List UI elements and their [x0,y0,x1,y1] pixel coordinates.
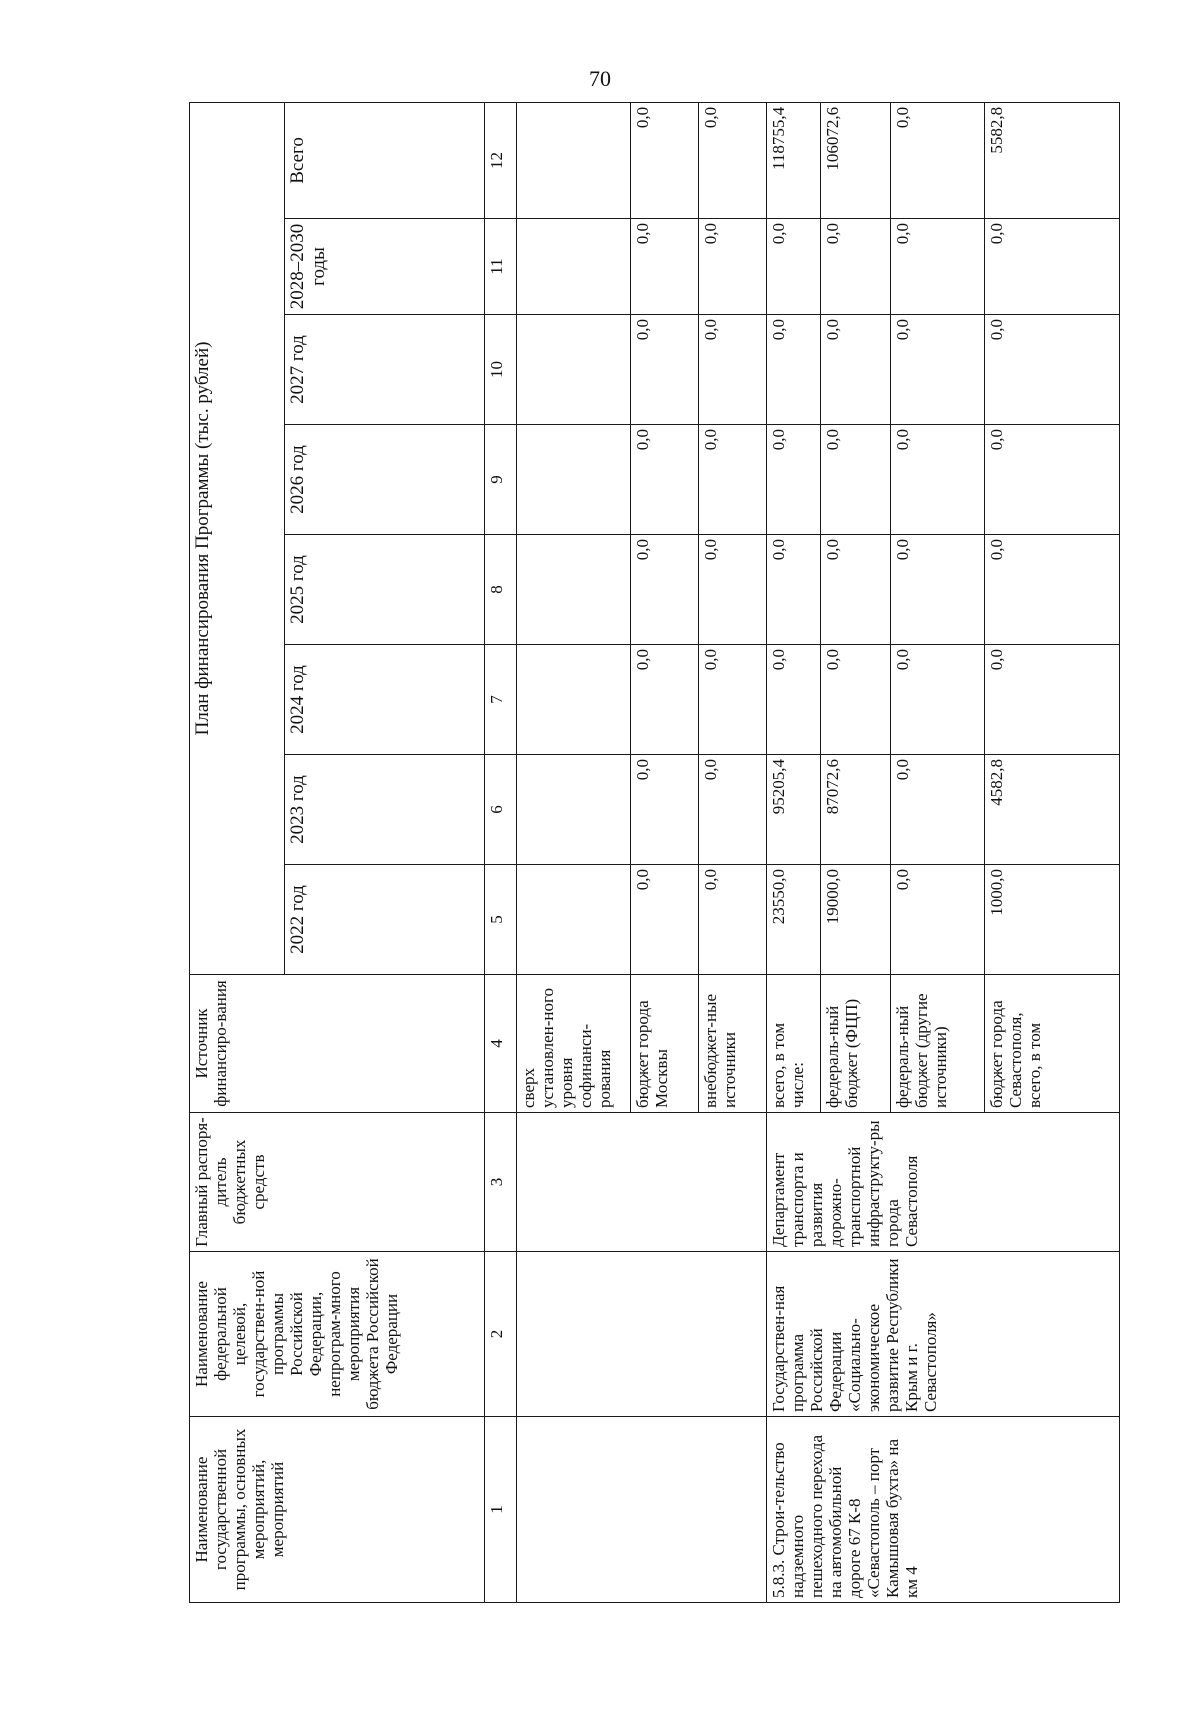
value-cell: 0,0 [985,425,1120,535]
value-cell: 0,0 [699,645,767,755]
header-program: Наименование федеральной целевой, государствен-ной программы Российской Федерации, непрограм-много мероприятия бюджета Российской Федерации [190,1252,485,1417]
value-cell: 0,0 [699,315,767,425]
value-cell: 0,0 [891,425,985,535]
value-cell: 0,0 [767,315,821,425]
value-cell [517,102,631,218]
value-cell: 0,0 [631,755,699,865]
distributor-cell-empty [517,1113,767,1252]
value-cell: 0,0 [699,219,767,315]
value-cell: 19000,0 [821,865,891,975]
rotated-table-container [189,103,1119,1603]
program-cell-empty [517,1252,767,1417]
value-cell: 0,0 [699,102,767,218]
value-cell: 0,0 [891,755,985,865]
value-cell: 87072,6 [821,755,891,865]
header-years-2028-2030: 2028–2030 годы [285,219,485,315]
column-number: 7 [485,645,517,755]
header-year-2022: 2022 год [285,865,485,975]
source-cell: бюджет города Севастополя, всего, в том [985,975,1120,1113]
value-cell: 0,0 [891,535,985,645]
value-cell [517,755,631,865]
value-cell: 0,0 [821,425,891,535]
value-cell: 1000,0 [985,865,1120,975]
column-number: 9 [485,425,517,535]
value-cell: 0,0 [821,315,891,425]
header-distributor: Главный распоря-дитель бюджетных средств [190,1113,485,1252]
source-cell: федераль-ный бюджет (ФЦП) [821,975,891,1113]
value-cell: 106072,6 [821,102,891,218]
source-cell: сверх установлен-ного уровня софинанси-рования [517,975,631,1113]
activity-cell-empty [517,1417,767,1603]
value-cell [517,315,631,425]
value-cell: 23550,0 [767,865,821,975]
value-cell: 0,0 [891,315,985,425]
value-cell: 0,0 [821,535,891,645]
activity-name-cell: 5.8.3. Строи-тельство надземного пешеходного перехода на автомобильной дороге 67 К-8 «Севастополь – порт Камышовая бухта» на км 4 [767,1417,1120,1603]
source-cell: бюджет города Москвы [631,975,699,1113]
column-number: 4 [485,975,517,1113]
header-total: Всего [285,102,485,218]
financing-table [189,102,1120,1603]
value-cell: 0,0 [891,865,985,975]
value-cell: 0,0 [985,535,1120,645]
value-cell: 95205,4 [767,755,821,865]
column-number: 5 [485,865,517,975]
column-number: 12 [485,102,517,218]
value-cell [517,865,631,975]
value-cell: 0,0 [891,219,985,315]
value-cell: 0,0 [631,315,699,425]
value-cell: 5582,8 [985,102,1120,218]
distributor-name-cell: Департамент транспорта и развития дорожно-транспортной инфраструкту-ры города Севастополя [767,1113,1120,1252]
value-cell: 0,0 [891,645,985,755]
value-cell: 0,0 [985,645,1120,755]
value-cell: 0,0 [767,535,821,645]
header-source: Источник финансиро-вания [190,975,485,1113]
value-cell: 0,0 [985,219,1120,315]
value-cell: 0,0 [699,865,767,975]
header-year-2025: 2025 год [285,535,485,645]
value-cell: 0,0 [891,102,985,218]
value-cell: 0,0 [985,315,1120,425]
header-year-2024: 2024 год [285,645,485,755]
value-cell: 0,0 [699,755,767,865]
header-year-2027: 2027 год [285,315,485,425]
column-number: 10 [485,315,517,425]
page-number: 70 [589,66,611,91]
value-cell: 0,0 [631,535,699,645]
value-cell: 0,0 [631,219,699,315]
value-cell: 0,0 [631,865,699,975]
column-number: 3 [485,1113,517,1252]
value-cell: 118755,4 [767,102,821,218]
value-cell: 0,0 [821,645,891,755]
program-name-cell: Государствен-ная программа Российской Федерации «Социально-экономическое развитие Республики Крым и г. Севастополя» [767,1252,1120,1417]
value-cell [517,645,631,755]
value-cell: 4582,8 [985,755,1120,865]
value-cell [517,219,631,315]
value-cell: 0,0 [631,102,699,218]
value-cell: 0,0 [631,645,699,755]
source-cell: внебюджет-ные источники [699,975,767,1113]
header-activity: Наименование государственной программы, основных мероприятий, мероприятий [190,1417,485,1603]
value-cell: 0,0 [699,535,767,645]
header-year-2026: 2026 год [285,425,485,535]
value-cell: 0,0 [767,425,821,535]
value-cell: 0,0 [821,219,891,315]
column-number: 2 [485,1252,517,1417]
column-number: 1 [485,1417,517,1603]
source-cell: федераль-ный бюджет (другие источники) [891,975,985,1113]
column-number: 6 [485,755,517,865]
value-cell: 0,0 [767,645,821,755]
value-cell [517,535,631,645]
column-number: 11 [485,219,517,315]
value-cell: 0,0 [767,219,821,315]
value-cell [517,425,631,535]
header-financing-plan: План финансирования Программы (тыс. рублей) [190,102,285,974]
table-row [767,102,821,1602]
source-cell: всего, в том числе: [767,975,821,1113]
value-cell: 0,0 [699,425,767,535]
column-number: 8 [485,535,517,645]
table-row [517,102,631,1602]
header-year-2023: 2023 год [285,755,485,865]
value-cell: 0,0 [631,425,699,535]
